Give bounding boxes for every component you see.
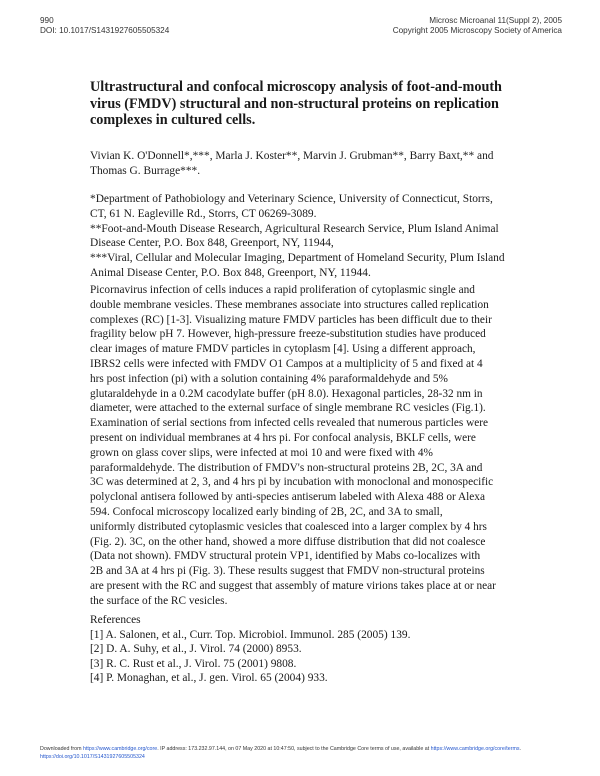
paper-title — [90, 79, 530, 129]
affiliation-line: CT, 61 N. Eagleville Rd., Storrs, CT 06269-3089. — [90, 207, 317, 220]
doi-link[interactable]: https://doi.org/10.1017/S1431927605505324 — [40, 754, 145, 760]
abstract-line: 2B and 3A at 4 hrs pi (Fig. 3). These results suggest that FMDV non-structural proteins — [90, 565, 485, 578]
abstract-line: present on individual membranes at 4 hrs pi. For confocal analysis, BKLF cells, were — [90, 431, 476, 444]
reference-item: [2] D. A. Suhy, et al., J. Virol. 74 (2000) 8953. — [90, 643, 302, 656]
abstract-line: hrs post infection (pi) with a solution containing 4% paraformaldehyde and 5% — [90, 372, 448, 385]
abstract-line: fragility below pH 7. However, high-pressure freeze-substitution studies have produced — [90, 328, 486, 341]
abstract-line: (Fig. 2). 3C, on the other hand, showed a more diffuse distribution that did not coalesce — [90, 535, 486, 548]
abstract-line: IBRS2 cells were infected with FMDV O1 Campos at a multiplicity of 5 and fixed at 4 — [90, 357, 483, 370]
abstract-line: Examination of serial sections from infected cells revealed that numerous particles were — [90, 417, 489, 430]
download-footer — [40, 745, 570, 761]
abstract-line: (Data not shown). FMDV structural protein VP1, identified by Mabs co-localizes with — [90, 550, 481, 563]
page-number: 990 — [40, 16, 54, 25]
running-header-right — [393, 16, 562, 36]
abstract-line: 3C was determined at 2, 3, and 4 hrs pi by incubation with monoclonal and monospecific — [90, 476, 494, 489]
reference-item: [1] A. Salonen, et al., Curr. Top. Microbiol. Immunol. 285 (2005) 139. — [90, 628, 411, 641]
doi: DOI: 10.1017/S1431927605505324 — [40, 26, 170, 35]
affiliation-line: Disease Center, P.O. Box 848, Greenport, NY, 11944, — [90, 237, 334, 250]
author-line: Thomas G. Burrage***. — [90, 164, 201, 177]
abstract-line: clear images of mature FMDV particles in cytoplasm [4]. Using a different approach, — [90, 343, 476, 356]
cambridge-core-link[interactable]: https://www.cambridge.org/core — [83, 746, 158, 752]
abstract-line: are present with the RC and suggest that assembly of mature virions takes place at or near — [90, 579, 496, 592]
abstract-line: grown on glass cover slips, were infected at moi 10 and were fixed with 4% — [90, 446, 433, 459]
terms-link[interactable]: https://www.cambridge.org/core/terms — [430, 746, 520, 752]
abstract-line: double membrane vesicles. These membranes associate into structures called replication — [90, 298, 489, 311]
copyright-notice: Copyright 2005 Microscopy Society of America — [392, 26, 562, 35]
abstract-line: uniformly distributed cytoplasmic vesicles that coalesced into a larger complex by 4 hrs — [90, 520, 487, 533]
affiliation-list — [90, 192, 535, 281]
abstract-line: diameter, were attached to the external surface of single membrane RC vesicles (Fig.1). — [90, 402, 486, 415]
abstract-line: Picornavirus infection of cells induces a rapid proliferation of cytoplasmic single and — [90, 284, 475, 296]
title-line: Ultrastructural and confocal microscopy analysis of foot-and-mouth — [90, 79, 502, 95]
footer-line — [40, 753, 570, 761]
affiliation-line: ***Viral, Cellular and Molecular Imaging, Department of Homeland Security, Plum Island — [90, 252, 505, 265]
reference-item: [3] R. C. Rust et al., J. Virol. 75 (2001) 9808. — [90, 657, 297, 670]
abstract-line: polyclonal antisera followed by anti-species antiserum labeled with Alexa 488 or Alexa — [90, 491, 485, 504]
affiliation-line: *Department of Pathobiology and Veterinary Science, University of Connecticut, Storrs, — [90, 193, 493, 205]
running-header-left — [40, 16, 169, 36]
footer-downloaded-text: Downloaded from — [40, 746, 83, 752]
reference-item: [4] P. Monaghan, et al., J. gen. Virol. 65 (2004) 933. — [90, 672, 328, 685]
abstract-body — [90, 283, 535, 609]
abstract-line: 594. Confocal microscopy localized early binding of 2B, 2C, and 3A to small, — [90, 505, 443, 518]
footer-terms-suffix: . — [519, 746, 522, 752]
author-line: Vivian K. O'Donnell*,***, Marla J. Koster**, Marvin J. Grubman**, Barry Baxt,** and — [90, 150, 494, 162]
affiliation-line: **Foot-and-Mouth Disease Research, Agricultural Research Service, Plum Island Animal — [90, 222, 499, 235]
author-list — [90, 149, 530, 179]
title-line: virus (FMDV) structural and non-structural proteins on replication — [90, 95, 499, 112]
abstract-line: the surface of the RC vesicles. — [90, 594, 228, 607]
footer-line — [40, 745, 570, 753]
footer-ip-text: . IP address: 173.232.97.144, on 07 May 2020 at 10:47:50, subject to the Cambridge Core terms of use, available at — [157, 746, 431, 752]
abstract-line: paraformaldehyde. The distribution of FMDV's non-structural proteins 2B, 2C, 3A and — [90, 461, 483, 474]
title-line: complexes in cultured cells. — [90, 112, 256, 129]
abstract-line: complexes (RC) [1-3]. Visualizing mature FMDV particles has been difficult due to their — [90, 313, 492, 326]
abstract-line: glutaraldehyde in a 0.2M cacodylate buffer (pH 8.0). Hexagonal particles, 28-32 nm in — [90, 387, 483, 400]
references-heading: References — [90, 614, 141, 626]
affiliation-line: Animal Disease Center, P.O. Box 848, Greenport, NY, 11944. — [90, 266, 371, 279]
journal-citation: Microsc Microanal 11(Suppl 2), 2005 — [429, 16, 562, 25]
references-section — [90, 613, 530, 686]
